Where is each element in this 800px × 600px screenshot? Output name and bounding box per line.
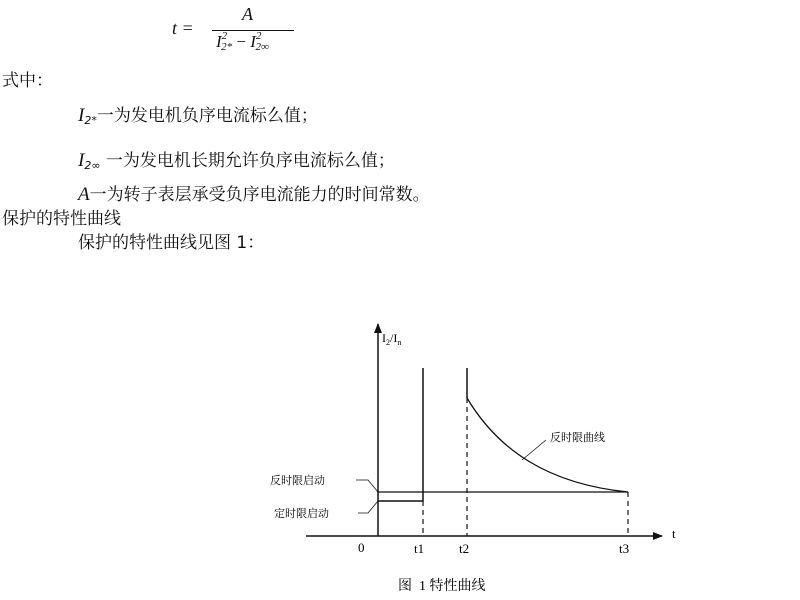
- formula-numerator: A: [242, 4, 253, 24]
- inverse-level-leader: [356, 480, 378, 492]
- def-text: 一为发电机负序电流标么值；: [96, 106, 318, 126]
- den-b-sup: 2: [255, 30, 262, 42]
- den-b-sub: 2∞: [255, 41, 269, 53]
- x-axis-label: t: [672, 526, 676, 541]
- level-label-definite: 定时限启动: [274, 508, 329, 520]
- definite-time-line: [378, 368, 423, 501]
- characteristic-curve-figure: [0, 300, 800, 600]
- tick-label-t1: t1: [414, 541, 425, 556]
- y-axis-label: $I_2/I_n$: [382, 331, 402, 347]
- den-minus: −: [232, 32, 251, 51]
- den-a-sub: 2*: [221, 41, 233, 53]
- def-text: 一为发电机长期允许负序电流标么值；: [100, 151, 395, 171]
- level-label-inverse: 反时限启动: [270, 475, 325, 487]
- curve-leader: [522, 440, 546, 460]
- section-heading: 保护的特性曲线: [2, 209, 121, 229]
- formula: [172, 4, 332, 52]
- tick-label-t3: t3: [619, 541, 630, 556]
- def-symbol: A: [78, 184, 90, 205]
- definite-level-leader: [358, 501, 378, 513]
- origin-label: 0: [358, 540, 365, 555]
- section-text: 保护的特性曲线见图 1：: [78, 233, 265, 253]
- def-sub: 2*: [84, 114, 97, 127]
- curve-label: 反时限曲线: [550, 432, 605, 444]
- den-i-a: I: [216, 32, 222, 51]
- den-i-b: I: [250, 32, 256, 51]
- def-text: 一为转子表层承受负序电流能力的时间常数。: [89, 185, 430, 205]
- def-symbol: I: [78, 150, 85, 171]
- def-symbol: I: [78, 105, 85, 126]
- formula-denominator: [216, 30, 269, 53]
- definition-i2star: [78, 101, 318, 127]
- definition-i2inf: [78, 146, 395, 172]
- figure-caption: 图 1 特性曲线: [398, 579, 486, 594]
- where-label: 式中：: [2, 71, 53, 91]
- den-a-sup: 2: [221, 30, 228, 42]
- formula-lhs: t =: [172, 18, 194, 38]
- tick-label-t2: t2: [459, 541, 470, 556]
- definition-a: [78, 180, 430, 206]
- def-sub: 2∞: [84, 159, 101, 172]
- inverse-time-curve: [467, 398, 628, 492]
